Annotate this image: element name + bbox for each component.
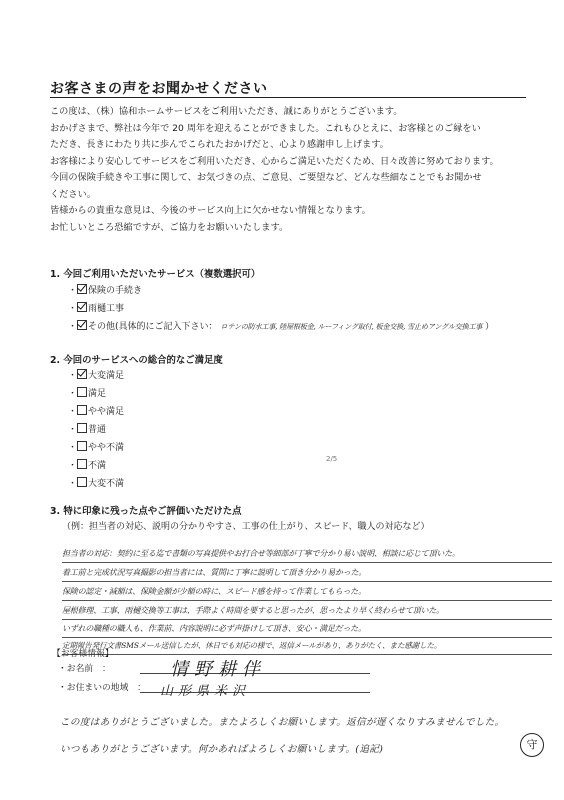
- seal-stamp: 守: [520, 733, 544, 757]
- q2-option[interactable]: ・ 大変満足: [68, 371, 125, 381]
- q1-option-other[interactable]: ・ その他(具体的にご記入下さい： ロテンの防水工事, 陸屋根板金, ルーフィング取付, 板金交換, 雪止めアングル交換工事 ）: [68, 322, 495, 332]
- q2-option[interactable]: ・ やや不満: [68, 443, 125, 453]
- q3-answer-line[interactable]: 定期報告発行文書SMSメール送信したが、休日でも対応の様で、返信メールがあり、ありがたく、また感謝した。: [62, 638, 552, 655]
- checkbox[interactable]: [77, 387, 87, 397]
- checkbox[interactable]: [77, 441, 87, 451]
- checkbox[interactable]: [77, 405, 87, 415]
- checkbox-checked[interactable]: [77, 320, 87, 330]
- page-title: お客さまの声をお聞かせください: [50, 81, 268, 97]
- checkbox[interactable]: [77, 459, 87, 469]
- q3-title: 3. 特に印象に残った点やご評価いただけた点: [50, 506, 242, 517]
- q1-other-handwritten: ロテンの防水工事, 陸屋根板金, ルーフィング取付, 板金交換, 雪止めアングル交換工事: [220, 322, 483, 331]
- q3-answer-line[interactable]: いずれの職種の職人も、作業前、内容説明に必ず声掛けして頂き、安心・満足だった。: [62, 621, 552, 638]
- q2-title: 2. 今回のサービスへの総合的なご満足度: [50, 355, 223, 366]
- q1-title: 1. 今回ご利用いただいたサービス（複数選択可）: [50, 269, 261, 280]
- intro-text: [50, 104, 530, 236]
- name-field[interactable]: 情野耕伴: [170, 659, 266, 680]
- area-field[interactable]: 山形県米沢: [160, 684, 251, 699]
- stray-mark: 2/5: [326, 455, 338, 463]
- q1-option-insurance[interactable]: ・ 保険の手続き: [68, 286, 143, 296]
- area-label: ・お住まいの地域 ：: [58, 683, 146, 693]
- title-underline: [50, 97, 526, 98]
- intro-line: ただき、長きにわたり共に歩んでこられたおかげだと、心より感謝申し上げます。: [50, 139, 389, 150]
- checkbox[interactable]: [77, 423, 87, 433]
- intro-line: この度は、（株）協和ホームサービスをご利用いただき、誠にありがとうございます。: [50, 106, 403, 117]
- closing-note: いつもありがとうございます。何かあればよろしくお願いします。(追記): [60, 744, 384, 755]
- name-label: ・お名前 ：: [58, 664, 111, 674]
- q1-option-gutter[interactable]: ・ 雨樋工事: [68, 304, 125, 314]
- intro-line: お客様により安心してサービスをご利用いただき、心からご満足いただくため、日々改善に努めております。: [50, 155, 499, 167]
- q2-option[interactable]: ・ 不満: [68, 461, 107, 471]
- q3-answer-line[interactable]: 着工前と完成状況写真撮影の担当者には、質問に丁寧に説明して頂き分かり易かった。: [62, 565, 552, 582]
- checkbox-checked[interactable]: [77, 284, 87, 294]
- q2-option[interactable]: ・ やや満足: [68, 407, 125, 417]
- checkbox-checked[interactable]: [77, 302, 87, 312]
- closing-note: この度はありがとうございました。またよろしくお願いします。返信が遅くなりすみませんでした。: [60, 717, 505, 728]
- checkbox[interactable]: [77, 477, 87, 487]
- checkbox-checked[interactable]: [77, 369, 87, 379]
- customer-info-heading: 【お客様情報】: [52, 649, 114, 659]
- q2-option[interactable]: ・ 満足: [68, 389, 107, 399]
- q2-option[interactable]: ・ 大変不満: [68, 479, 125, 489]
- intro-line: おかげさまで、弊社は今年で 20 周年を迎えることができました。これもひとえに、お客様とのご縁をい: [50, 122, 481, 134]
- q3-answer-line[interactable]: 保険の認定・減額は、保険金額が少額の時に、スピード感を持って作業してもらった。: [62, 584, 552, 601]
- q3-answer-line[interactable]: 担当者の対応：契約に至る迄で書類の写真提供やお打合せ等細部が丁寧で分かり易い説明、相談に応じて頂いた。: [62, 546, 552, 563]
- q3-answer-line[interactable]: 屋根修理、工事、雨樋交換等工事は、手際よく時間を要すると思ったが、思ったより早く終わらせて頂いた。: [62, 603, 552, 620]
- q2-option[interactable]: ・ 普通: [68, 425, 107, 435]
- intro-line: お忙しいところ恐縮ですが、ご協力をお願いいたします。: [50, 221, 289, 233]
- q3-examples: （例：担当者の対応、説明の分かりやすさ、工事の仕上がり、スピード、職人の対応など）: [62, 522, 430, 532]
- intro-line: 今回の保険手続きや工事に関して、お気づきの点、ご意見、ご要望など、どんな些細なことでもお聞かせ: [50, 172, 482, 183]
- intro-line: ください。: [50, 188, 96, 200]
- intro-line: 皆様からの貴重な意見は、今後のサービス向上に欠かせない情報となります。: [50, 205, 371, 216]
